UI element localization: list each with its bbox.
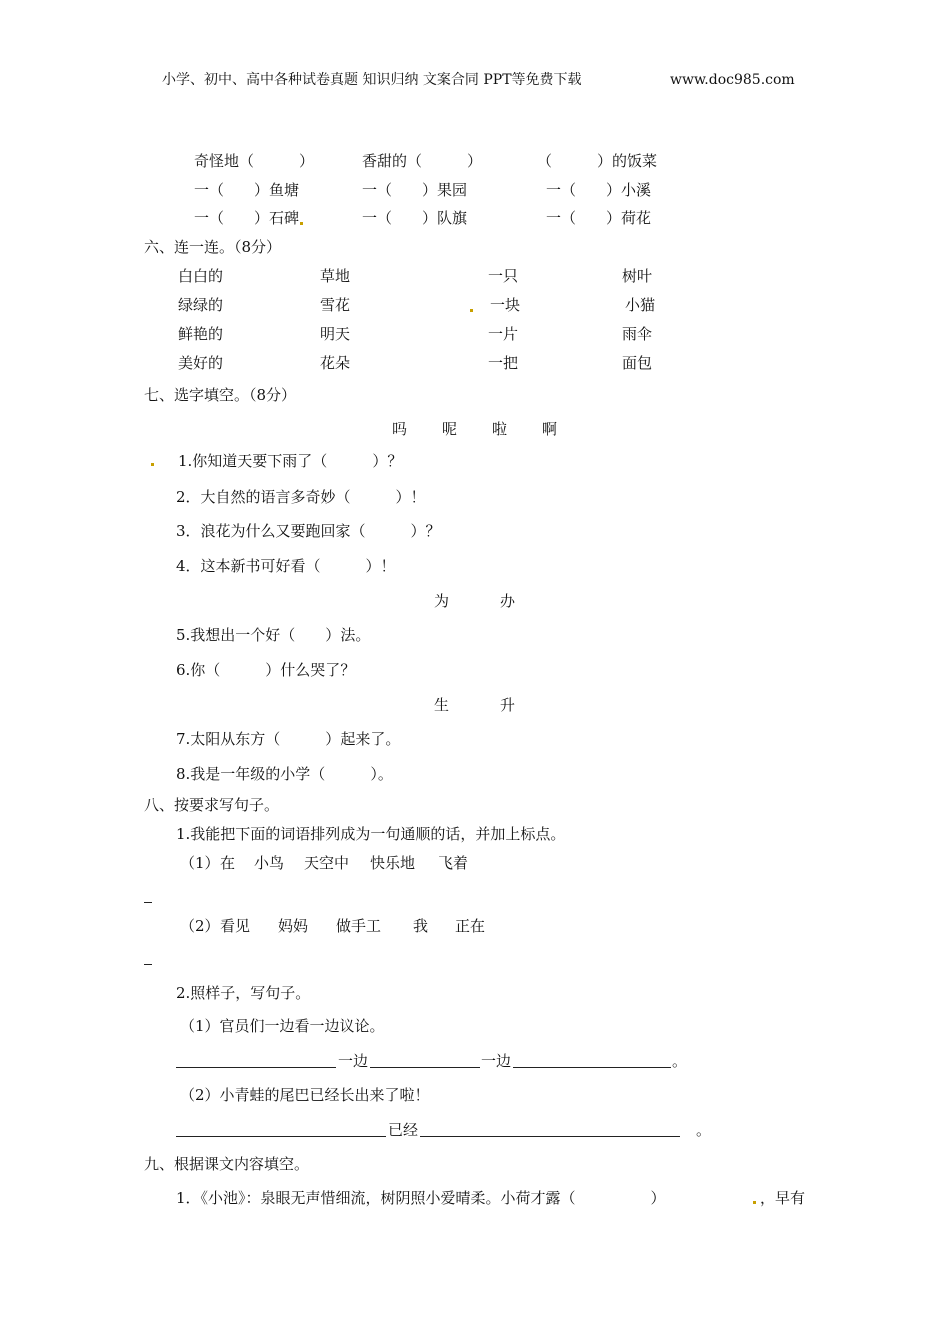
phrase: 一（ ）鱼塘	[194, 181, 300, 199]
phrase: 奇怪地（ ）	[194, 152, 315, 170]
word-label: （2）	[180, 917, 220, 935]
instruction: 2.照样子，写句子。	[176, 984, 311, 1002]
match-item: 面包	[622, 354, 653, 372]
match-item: 树叶	[622, 267, 653, 285]
phrase: 一（ ）小溪	[546, 181, 652, 199]
match-item: 一片	[488, 325, 519, 343]
match-item: 雨伞	[622, 325, 653, 343]
answer-blank[interactable]	[370, 1067, 480, 1068]
header-text: 小学、初中、高中各种试卷真题 知识归纳 文案合同 PPT等免费下载	[162, 72, 582, 88]
phrase: 一（ ）荷花	[546, 209, 652, 227]
match-item: 一块	[490, 296, 521, 314]
choice-char: 生	[434, 696, 450, 714]
fill-end: 。	[696, 1121, 712, 1139]
choice-char: 吗	[392, 420, 408, 438]
match-item: 小猫	[625, 296, 656, 314]
section-title: 六、连一连。（8分）	[144, 238, 282, 256]
choice-char: 啊	[542, 420, 558, 438]
header-site: www.doc985.com	[670, 72, 795, 88]
answer-blank[interactable]	[420, 1136, 680, 1137]
word: 做手工	[336, 917, 382, 935]
word: 妈妈	[278, 917, 309, 935]
mark-dot	[300, 222, 303, 225]
match-item: 明天	[320, 325, 351, 343]
fill-end: 。	[672, 1052, 688, 1070]
match-item: 鲜艳的	[178, 325, 224, 343]
question: 2．大自然的语言多奇妙（ ）！	[176, 488, 426, 506]
word-label: （1）	[180, 854, 220, 872]
match-item: 一只	[488, 267, 519, 285]
word: 看见	[220, 917, 251, 935]
example-sentence: （1）官员们一边看一边议论。	[180, 1017, 385, 1035]
question: 1.你知道天要下雨了（ ）？	[178, 452, 403, 470]
word: 天空中	[304, 854, 350, 872]
match-item: 雪花	[320, 296, 351, 314]
question-end: ，早有	[760, 1189, 806, 1207]
choice-char: 升	[500, 696, 516, 714]
choice-char: 呢	[442, 420, 458, 438]
answer-blank[interactable]	[176, 1136, 386, 1137]
fill-word: 已经	[388, 1121, 419, 1139]
word: 飞着	[438, 854, 469, 872]
word: 快乐地	[370, 854, 416, 872]
match-item: 花朵	[320, 354, 351, 372]
choice-char: 啦	[492, 420, 508, 438]
mark-dot	[753, 1201, 756, 1204]
phrase: （ ）的饭菜	[537, 152, 658, 170]
fill-word: 一边	[481, 1052, 512, 1070]
word: 正在	[455, 917, 486, 935]
question: 8.我是一年级的小学（ ）。	[176, 765, 393, 783]
instruction: 1.我能把下面的词语排列成为一句通顺的话，并加上标点。	[176, 825, 566, 843]
phrase: 香甜的（ ）	[362, 152, 483, 170]
question: 4．这本新书可好看（ ）！	[176, 557, 396, 575]
word: 我	[413, 917, 429, 935]
match-item: 白白的	[178, 267, 224, 285]
answer-blank[interactable]	[513, 1067, 671, 1068]
word: 小鸟	[254, 854, 285, 872]
phrase: 一（ ）石碑	[194, 209, 300, 227]
match-item: 美好的	[178, 354, 224, 372]
mark-dot	[151, 463, 154, 466]
match-item: 一把	[488, 354, 519, 372]
choice-char: 办	[500, 592, 516, 610]
match-item: 绿绿的	[178, 296, 224, 314]
mark-dot	[470, 309, 473, 312]
question: 3．浪花为什么又要跑回家（ ）？	[176, 522, 441, 540]
question: 5.我想出一个好（ ）法。	[176, 626, 371, 644]
section-title: 九、根据课文内容填空。	[144, 1155, 310, 1173]
fill-word: 一边	[338, 1052, 369, 1070]
question: 7.太阳从东方（ ）起来了。	[176, 730, 401, 748]
answer-line-mark	[144, 902, 152, 903]
word: 在	[220, 854, 236, 872]
match-item: 草地	[320, 267, 351, 285]
answer-line-mark	[144, 964, 152, 965]
question: 6.你（ ）什么哭了？	[176, 661, 356, 679]
section-title: 七、选字填空。（8分）	[144, 386, 297, 404]
phrase: 一（ ）队旗	[362, 209, 468, 227]
section-title: 八、按要求写句子。	[144, 796, 280, 814]
example-sentence: （2）小青蛙的尾巴已经长出来了啦！	[180, 1086, 430, 1104]
question: 1．《小池》：泉眼无声惜细流，树阴照小爱晴柔。小荷才露（ ）	[176, 1189, 666, 1207]
choice-char: 为	[434, 592, 450, 610]
answer-blank[interactable]	[176, 1067, 336, 1068]
phrase: 一（ ）果园	[362, 181, 468, 199]
